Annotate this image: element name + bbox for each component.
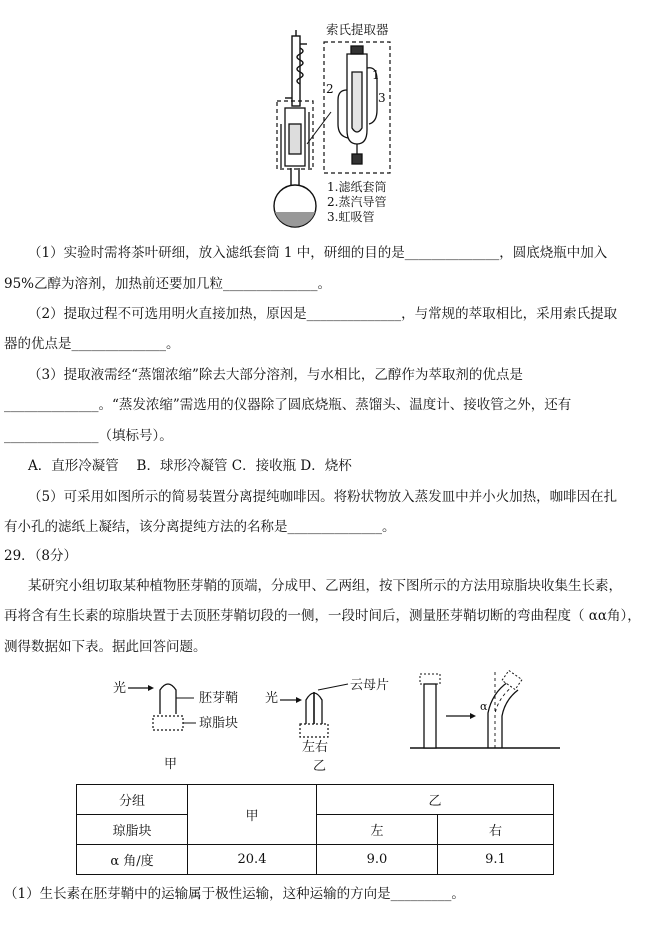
label-1: 1 — [372, 68, 380, 82]
legend-item-3: 3.虹吸管 — [327, 210, 375, 224]
legend-item-1: 1.滤纸套筒 — [327, 180, 387, 194]
q29-intro-line3: 测得数据如下表。据此回答问题。 — [4, 639, 207, 655]
results-table — [76, 784, 554, 875]
q28-part5-line1: （5）可采用如图所示的简易装置分离提纯咖啡因。将粉状物放入蒸发皿中并小火加热，咖啡因在扎 — [28, 489, 618, 505]
q28-part1-line2: 95%乙醇为溶剂，加热前还要加几粒______________。 — [4, 276, 332, 292]
jia-light-label: 光 — [113, 681, 127, 696]
alpha-label: α — [480, 700, 488, 713]
header-left: 左 — [317, 815, 438, 845]
condenser — [285, 30, 307, 106]
jia-coleoptile-figure — [126, 676, 206, 736]
q29-intro-line2: 再将含有生长素的琼脂块置于去顶胚芽鞘切段的一侧，一段时间后，测量胚芽鞘切断的弯曲程度（ αα角）， — [4, 608, 641, 624]
value-left: 9.0 — [317, 845, 438, 875]
extractor-magnified-figure — [322, 40, 394, 175]
label-2: 2 — [326, 82, 334, 96]
q28-part1-line1: （1）实验时需将茶叶研细，放入滤纸套筒 1 中，研细的目的是______________，圆底烧瓶中加入 — [28, 245, 608, 261]
value-jia: 20.4 — [188, 845, 317, 875]
q29-intro-line1: 某研究小组切取某种植物胚芽鞘的顶端，分成甲、乙两组，按下图所示的方法用琼脂块收集生长素， — [28, 578, 622, 594]
jia-coleoptile-label: 胚芽鞘 — [199, 691, 239, 706]
extractor-title: 索氏提取器 — [326, 22, 389, 37]
yi-caption: 乙 — [313, 759, 327, 774]
yi-mica-label: 云母片 — [350, 678, 390, 693]
q28-part3-line1: （3）提取液需经“蒸馏浓缩”除去大部分溶剂，与水相比，乙醇作为萃取剂的优点是 — [28, 367, 523, 383]
header-jia: 甲 — [188, 785, 317, 845]
table-row — [77, 845, 554, 875]
q28-part5-line2: 有小孔的滤纸上凝结，该分离提纯方法的名称是______________。 — [4, 519, 396, 535]
header-angle: α 角/度 — [77, 845, 188, 875]
label-3: 3 — [378, 91, 386, 105]
jia-agar-label: 琼脂块 — [199, 716, 239, 731]
legend-item-2: 2.蒸汽导管 — [327, 195, 387, 209]
yi-coleoptile-figure — [278, 680, 353, 740]
header-agar: 琼脂块 — [77, 815, 188, 845]
q29-sub1: （1）生长素在胚芽鞘中的运输属于极性运输，这种运输的方向是_________。 — [4, 886, 465, 902]
header-group: 分组 — [77, 785, 188, 815]
q29-header: 29．（8分） — [4, 548, 78, 564]
yi-leftright-label: 左右 — [302, 740, 329, 755]
round-bottom-flask — [274, 168, 316, 227]
jia-caption: 甲 — [164, 757, 178, 772]
q28-part2-line1: （2）提取过程不可选用明火直接加热，原因是______________，与常规的萃取相比，采用索氏提取 — [28, 306, 618, 322]
value-right: 9.1 — [438, 845, 554, 875]
header-right: 右 — [438, 815, 554, 845]
q28-options: A．直形冷凝管 B．球形冷凝管 C．接收瓶 D．烧杯 — [28, 458, 352, 474]
yi-light-label: 光 — [265, 691, 279, 706]
q28-part2-line2: 器的优点是______________。 — [4, 336, 180, 352]
header-yi: 乙 — [317, 785, 554, 815]
q28-part3-line2: ______________。“蒸发浓缩”需选用的仪器除了圆底烧瓶、蒸馏头、温度计、接收管之外，还有 — [4, 397, 572, 413]
q28-part3-line3: ______________（填标号）。 — [4, 428, 173, 444]
table-row — [77, 785, 554, 815]
